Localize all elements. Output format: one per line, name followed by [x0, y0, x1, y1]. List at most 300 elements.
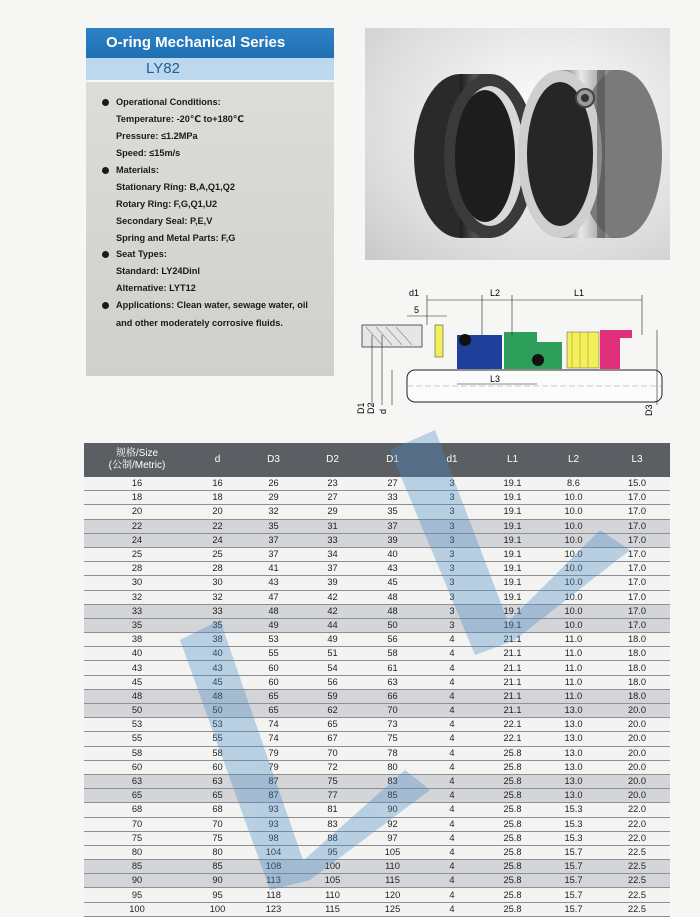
cell-L1: 19.1 — [482, 491, 543, 505]
cell-L3: 22.5 — [604, 874, 670, 888]
cell-size: 85 — [84, 860, 190, 874]
cell-D3: 79 — [245, 746, 302, 760]
stationary-ring-icon — [414, 74, 536, 238]
cell-d: 45 — [190, 675, 245, 689]
cell-D3: 118 — [245, 888, 302, 902]
cell-D3: 87 — [245, 774, 302, 788]
cell-L2: 8.6 — [543, 477, 604, 491]
cell-L1: 19.1 — [482, 533, 543, 547]
seat-alternative-spec: Alternative: LYT12 — [116, 283, 196, 293]
cell-L3: 17.0 — [604, 562, 670, 576]
cell-d: 53 — [190, 718, 245, 732]
col-d1: d1 — [422, 443, 482, 477]
cell-D3: 93 — [245, 803, 302, 817]
cell-D2: 27 — [302, 491, 363, 505]
cell-d1: 3 — [422, 491, 482, 505]
cell-d1: 3 — [422, 590, 482, 604]
cell-L1: 21.1 — [482, 633, 543, 647]
cell-d1: 4 — [422, 661, 482, 675]
cell-D3: 74 — [245, 732, 302, 746]
label-d: d — [378, 408, 388, 414]
label-five: 5 — [414, 305, 420, 315]
cell-L1: 25.8 — [482, 746, 543, 760]
cell-D1: 90 — [363, 803, 422, 817]
dimension-table — [84, 443, 670, 917]
pressure-spec: Pressure: ≤1.2MPa — [116, 131, 198, 141]
cell-size: 53 — [84, 718, 190, 732]
table-row — [84, 675, 670, 689]
cell-D2: 105 — [302, 874, 363, 888]
cell-d: 25 — [190, 547, 245, 561]
cell-D3: 123 — [245, 902, 302, 916]
applications-line-2: and other moderately corrosive fluids. — [116, 318, 283, 328]
cell-L3: 22.0 — [604, 803, 670, 817]
cell-L3: 15.0 — [604, 477, 670, 491]
cell-L2: 10.0 — [543, 618, 604, 632]
cell-d1: 4 — [422, 633, 482, 647]
cell-size: 58 — [84, 746, 190, 760]
gland-housing — [362, 325, 422, 347]
cell-L3: 17.0 — [604, 505, 670, 519]
cell-D3: 113 — [245, 874, 302, 888]
table-row — [84, 704, 670, 718]
cell-D1: 125 — [363, 902, 422, 916]
cell-d1: 4 — [422, 774, 482, 788]
cell-L3: 17.0 — [604, 576, 670, 590]
col-L1: L1 — [482, 443, 543, 477]
cell-D3: 87 — [245, 789, 302, 803]
table-row — [84, 505, 670, 519]
cell-size: 20 — [84, 505, 190, 519]
cell-D1: 66 — [363, 689, 422, 703]
cell-size: 28 — [84, 562, 190, 576]
cell-L2: 13.0 — [543, 774, 604, 788]
cell-D2: 44 — [302, 618, 363, 632]
cell-D1: 37 — [363, 519, 422, 533]
cell-D2: 42 — [302, 604, 363, 618]
cell-L1: 21.1 — [482, 704, 543, 718]
cell-d1: 4 — [422, 704, 482, 718]
table-row — [84, 732, 670, 746]
cell-L2: 10.0 — [543, 519, 604, 533]
cell-L2: 10.0 — [543, 562, 604, 576]
cell-d: 85 — [190, 860, 245, 874]
cell-d: 28 — [190, 562, 245, 576]
cell-d: 32 — [190, 590, 245, 604]
cell-L2: 13.0 — [543, 704, 604, 718]
cell-L2: 11.0 — [543, 633, 604, 647]
cell-L3: 20.0 — [604, 789, 670, 803]
cell-D1: 43 — [363, 562, 422, 576]
cell-D2: 31 — [302, 519, 363, 533]
cell-L2: 13.0 — [543, 732, 604, 746]
materials-heading: Materials: — [116, 165, 159, 175]
cell-D1: 48 — [363, 604, 422, 618]
cell-D1: 105 — [363, 845, 422, 859]
cell-D1: 48 — [363, 590, 422, 604]
series-title: O-ring Mechanical Series — [86, 28, 334, 58]
cell-D1: 35 — [363, 505, 422, 519]
table-row — [84, 817, 670, 831]
cell-d1: 4 — [422, 789, 482, 803]
cell-d1: 4 — [422, 803, 482, 817]
seal-cross-section-diagram — [352, 280, 670, 430]
cell-d1: 4 — [422, 732, 482, 746]
cell-L2: 10.0 — [543, 491, 604, 505]
cell-D1: 58 — [363, 647, 422, 661]
cell-D2: 49 — [302, 633, 363, 647]
cell-L1: 19.1 — [482, 590, 543, 604]
cell-d1: 4 — [422, 845, 482, 859]
cell-D2: 110 — [302, 888, 363, 902]
cell-d1: 3 — [422, 505, 482, 519]
cell-L1: 19.1 — [482, 519, 543, 533]
cell-d: 63 — [190, 774, 245, 788]
col-D3: D3 — [245, 443, 302, 477]
cell-L1: 19.1 — [482, 576, 543, 590]
cell-size: 50 — [84, 704, 190, 718]
label-d1: d1 — [409, 288, 420, 298]
col-D2: D2 — [302, 443, 363, 477]
cell-L2: 15.7 — [543, 902, 604, 916]
cell-d: 43 — [190, 661, 245, 675]
cell-L3: 22.0 — [604, 817, 670, 831]
cell-d1: 4 — [422, 902, 482, 916]
cell-d1: 3 — [422, 604, 482, 618]
cell-D2: 59 — [302, 689, 363, 703]
cell-d: 33 — [190, 604, 245, 618]
col-size-line-1: 规格/Size — [115, 448, 159, 459]
cell-L3: 18.0 — [604, 675, 670, 689]
cell-D3: 55 — [245, 647, 302, 661]
secondary-seal-spec: Secondary Seal: P,E,V — [116, 216, 213, 226]
product-photo — [365, 28, 670, 260]
table-row — [84, 519, 670, 533]
cell-L2: 15.7 — [543, 845, 604, 859]
cell-D2: 95 — [302, 845, 363, 859]
cell-d: 48 — [190, 689, 245, 703]
table-row — [84, 533, 670, 547]
cell-L2: 13.0 — [543, 746, 604, 760]
cell-D3: 65 — [245, 689, 302, 703]
operational-heading: Operational Conditions: — [116, 97, 221, 107]
cell-d: 75 — [190, 831, 245, 845]
cell-D3: 104 — [245, 845, 302, 859]
table-row — [84, 718, 670, 732]
cell-size: 63 — [84, 774, 190, 788]
cell-size: 35 — [84, 618, 190, 632]
table-row — [84, 477, 670, 491]
cell-size: 30 — [84, 576, 190, 590]
cell-d1: 3 — [422, 576, 482, 590]
cell-L2: 11.0 — [543, 689, 604, 703]
rotary-face — [504, 332, 562, 369]
label-l3: L3 — [490, 374, 501, 384]
cell-L1: 21.1 — [482, 675, 543, 689]
cell-D3: 26 — [245, 477, 302, 491]
cell-D2: 51 — [302, 647, 363, 661]
cell-D1: 80 — [363, 760, 422, 774]
cell-size: 40 — [84, 647, 190, 661]
cell-size: 43 — [84, 661, 190, 675]
label-D1: D1 — [356, 402, 366, 414]
cell-d1: 4 — [422, 888, 482, 902]
cell-D3: 35 — [245, 519, 302, 533]
cell-D1: 120 — [363, 888, 422, 902]
cell-L3: 22.5 — [604, 902, 670, 916]
table-body — [84, 477, 670, 916]
rotary-ring-spec: Rotary Ring: F,G,Q1,U2 — [116, 199, 218, 209]
seat-oring-icon — [459, 334, 471, 346]
table-header-row — [84, 443, 670, 477]
table-row — [84, 803, 670, 817]
cell-L1: 25.8 — [482, 789, 543, 803]
cell-L2: 15.7 — [543, 860, 604, 874]
cell-D1: 97 — [363, 831, 422, 845]
cell-D1: 70 — [363, 704, 422, 718]
cell-L2: 10.0 — [543, 533, 604, 547]
table-row — [84, 633, 670, 647]
cell-D2: 54 — [302, 661, 363, 675]
cell-D1: 40 — [363, 547, 422, 561]
cell-size: 24 — [84, 533, 190, 547]
cell-d1: 3 — [422, 477, 482, 491]
cell-L1: 21.1 — [482, 689, 543, 703]
cell-D3: 37 — [245, 533, 302, 547]
cell-D1: 73 — [363, 718, 422, 732]
cell-d: 24 — [190, 533, 245, 547]
label-D2: D2 — [366, 402, 376, 414]
table-row — [84, 902, 670, 916]
cell-d: 40 — [190, 647, 245, 661]
bullet-icon — [102, 251, 109, 258]
cell-d: 30 — [190, 576, 245, 590]
cell-D3: 93 — [245, 817, 302, 831]
cell-D2: 100 — [302, 860, 363, 874]
cell-L3: 17.0 — [604, 618, 670, 632]
speed-spec: Speed: ≤15m/s — [116, 148, 181, 158]
cell-size: 90 — [84, 874, 190, 888]
cell-L2: 10.0 — [543, 576, 604, 590]
cell-d: 58 — [190, 746, 245, 760]
cell-L3: 22.5 — [604, 888, 670, 902]
cell-d: 35 — [190, 618, 245, 632]
cell-L3: 17.0 — [604, 590, 670, 604]
table-row — [84, 604, 670, 618]
cell-d: 55 — [190, 732, 245, 746]
cell-L2: 13.0 — [543, 718, 604, 732]
cell-D3: 41 — [245, 562, 302, 576]
cell-L1: 25.8 — [482, 803, 543, 817]
cell-L2: 15.7 — [543, 888, 604, 902]
table-row — [84, 774, 670, 788]
cell-L2: 10.0 — [543, 505, 604, 519]
cell-L1: 22.1 — [482, 732, 543, 746]
retainer-icon — [600, 330, 632, 369]
cell-L3: 18.0 — [604, 689, 670, 703]
cell-D3: 48 — [245, 604, 302, 618]
cell-L1: 19.1 — [482, 604, 543, 618]
cell-D2: 88 — [302, 831, 363, 845]
cell-L3: 20.0 — [604, 746, 670, 760]
cell-size: 22 — [84, 519, 190, 533]
cell-d: 95 — [190, 888, 245, 902]
cell-D1: 92 — [363, 817, 422, 831]
cell-D2: 72 — [302, 760, 363, 774]
bullet-icon — [102, 99, 109, 106]
cell-d: 18 — [190, 491, 245, 505]
table-row — [84, 831, 670, 845]
cell-L3: 17.0 — [604, 604, 670, 618]
cell-L1: 25.8 — [482, 817, 543, 831]
cell-d: 70 — [190, 817, 245, 831]
col-size-line-2: (公制/Metric) — [108, 460, 166, 471]
cell-L1: 19.1 — [482, 477, 543, 491]
cell-L1: 25.8 — [482, 774, 543, 788]
cell-D1: 63 — [363, 675, 422, 689]
cell-D1: 39 — [363, 533, 422, 547]
cell-d1: 4 — [422, 746, 482, 760]
table-row — [84, 576, 670, 590]
cell-size: 33 — [84, 604, 190, 618]
cell-D3: 47 — [245, 590, 302, 604]
cell-D3: 98 — [245, 831, 302, 845]
cell-D2: 81 — [302, 803, 363, 817]
cell-L1: 25.8 — [482, 888, 543, 902]
cell-size: 68 — [84, 803, 190, 817]
cell-L2: 10.0 — [543, 604, 604, 618]
bullet-icon — [102, 167, 109, 174]
cell-D3: 37 — [245, 547, 302, 561]
cell-D2: 39 — [302, 576, 363, 590]
cell-L3: 20.0 — [604, 760, 670, 774]
cell-L2: 11.0 — [543, 661, 604, 675]
cell-L3: 20.0 — [604, 732, 670, 746]
cell-D2: 77 — [302, 789, 363, 803]
table-row — [84, 547, 670, 561]
cell-D1: 61 — [363, 661, 422, 675]
rotary-oring-icon — [532, 354, 544, 366]
rotary-seal-icon — [518, 70, 662, 238]
cell-L3: 22.5 — [604, 845, 670, 859]
cell-D1: 56 — [363, 633, 422, 647]
cell-L3: 17.0 — [604, 533, 670, 547]
cell-D1: 115 — [363, 874, 422, 888]
cell-d1: 4 — [422, 760, 482, 774]
cell-L1: 25.8 — [482, 860, 543, 874]
cell-d: 68 — [190, 803, 245, 817]
cell-L2: 15.3 — [543, 817, 604, 831]
cell-L1: 19.1 — [482, 562, 543, 576]
cell-D1: 33 — [363, 491, 422, 505]
cell-d: 50 — [190, 704, 245, 718]
cell-D2: 70 — [302, 746, 363, 760]
cell-D1: 50 — [363, 618, 422, 632]
cell-d1: 4 — [422, 831, 482, 845]
cell-size: 48 — [84, 689, 190, 703]
table-row — [84, 661, 670, 675]
cell-D1: 85 — [363, 789, 422, 803]
cell-size: 18 — [84, 491, 190, 505]
table-row — [84, 746, 670, 760]
cell-L1: 25.8 — [482, 831, 543, 845]
cell-size: 70 — [84, 817, 190, 831]
table-row — [84, 760, 670, 774]
cell-L3: 22.5 — [604, 860, 670, 874]
cell-D2: 33 — [302, 533, 363, 547]
cell-D1: 83 — [363, 774, 422, 788]
spec-panel — [86, 82, 334, 376]
cell-D2: 29 — [302, 505, 363, 519]
table-row — [84, 590, 670, 604]
cell-D2: 75 — [302, 774, 363, 788]
cell-D3: 74 — [245, 718, 302, 732]
cell-size: 100 — [84, 902, 190, 916]
cell-d: 100 — [190, 902, 245, 916]
cell-d: 80 — [190, 845, 245, 859]
seat-types-heading: Seat Types: — [116, 249, 167, 259]
cell-D2: 42 — [302, 590, 363, 604]
cell-L1: 22.1 — [482, 718, 543, 732]
table-row — [84, 689, 670, 703]
cell-size: 60 — [84, 760, 190, 774]
cell-L2: 15.7 — [543, 874, 604, 888]
cell-d1: 3 — [422, 519, 482, 533]
cell-D3: 60 — [245, 675, 302, 689]
cell-d: 90 — [190, 874, 245, 888]
cell-L2: 13.0 — [543, 789, 604, 803]
cell-D2: 34 — [302, 547, 363, 561]
anti-rotation-pin — [435, 325, 443, 357]
cell-L3: 20.0 — [604, 774, 670, 788]
cell-L2: 15.3 — [543, 831, 604, 845]
cell-L2: 13.0 — [543, 760, 604, 774]
col-d: d — [190, 443, 245, 477]
table-row — [84, 860, 670, 874]
cell-L3: 17.0 — [604, 547, 670, 561]
cell-L3: 17.0 — [604, 519, 670, 533]
cell-D1: 75 — [363, 732, 422, 746]
col-L3: L3 — [604, 443, 670, 477]
cell-d: 65 — [190, 789, 245, 803]
cell-L3: 22.0 — [604, 831, 670, 845]
cell-D2: 67 — [302, 732, 363, 746]
seal-rings-illustration — [365, 28, 670, 260]
cell-L1: 25.8 — [482, 874, 543, 888]
cell-d: 22 — [190, 519, 245, 533]
cell-L3: 18.0 — [604, 661, 670, 675]
spring-metal-spec: Spring and Metal Parts: F,G — [116, 233, 236, 243]
seat-standard-spec: Standard: LY24Dinl — [116, 266, 200, 276]
cell-L1: 19.1 — [482, 547, 543, 561]
cell-D2: 62 — [302, 704, 363, 718]
cell-L3: 20.0 — [604, 704, 670, 718]
bullet-icon — [102, 302, 109, 309]
cell-D1: 78 — [363, 746, 422, 760]
table-row — [84, 618, 670, 632]
cell-L3: 17.0 — [604, 491, 670, 505]
col-L2: L2 — [543, 443, 604, 477]
cell-L1: 25.8 — [482, 902, 543, 916]
cell-L1: 19.1 — [482, 618, 543, 632]
cell-size: 16 — [84, 477, 190, 491]
table-row — [84, 845, 670, 859]
table-row — [84, 647, 670, 661]
cell-L3: 20.0 — [604, 718, 670, 732]
cell-D3: 108 — [245, 860, 302, 874]
cell-L3: 18.0 — [604, 633, 670, 647]
cell-D3: 79 — [245, 760, 302, 774]
